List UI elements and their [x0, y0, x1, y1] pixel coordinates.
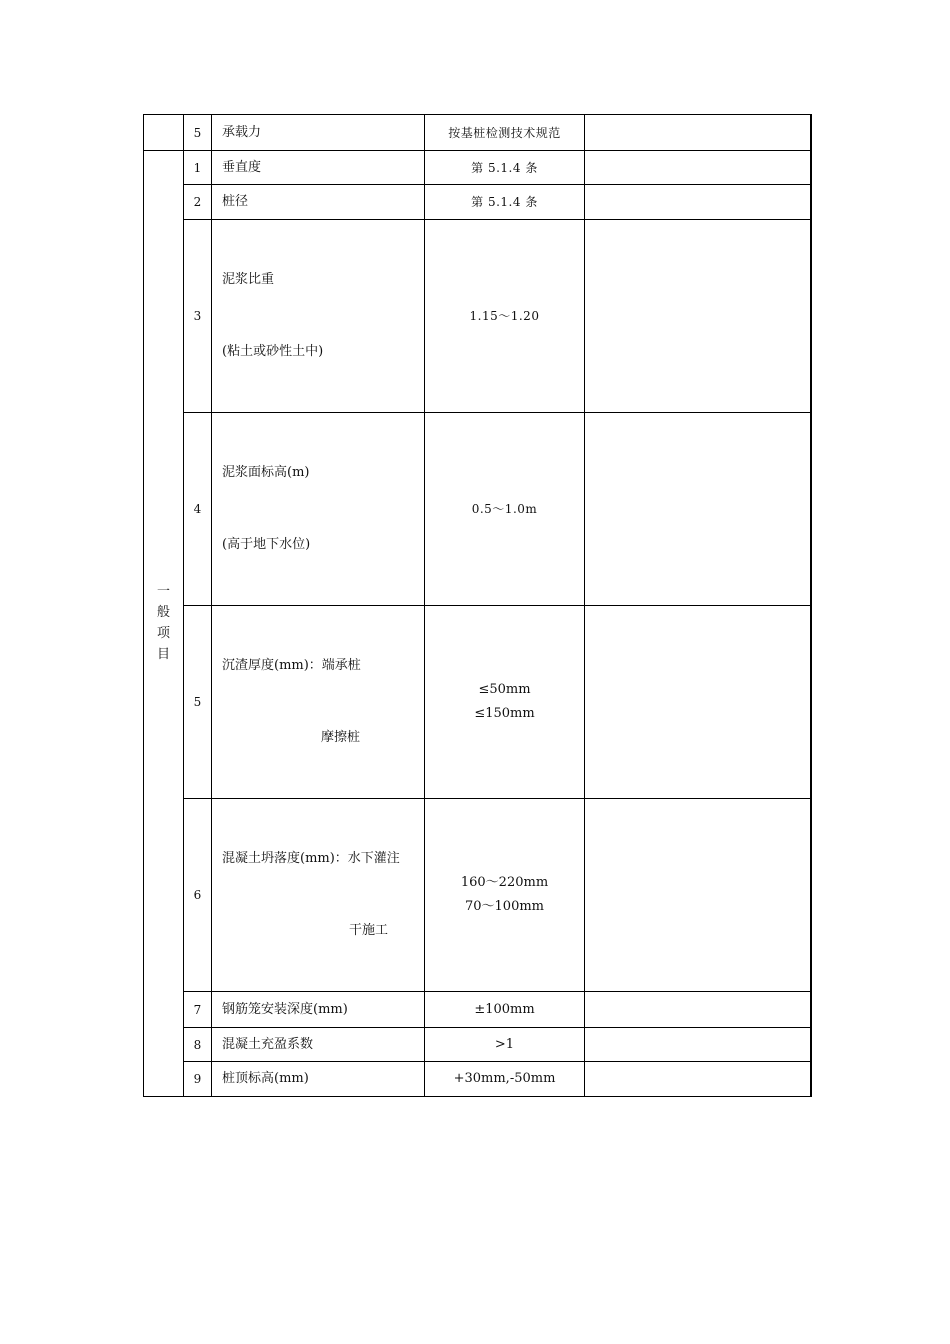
standard-line1: ≤50mm: [478, 682, 531, 697]
standard-value: ±100mm: [425, 992, 585, 1028]
item-name: 桩顶标高(mm): [212, 1062, 425, 1097]
result-cell: [585, 799, 811, 992]
item-name: 钢筋笼安装深度(mm): [212, 992, 425, 1028]
table-row: [144, 115, 811, 151]
item-name: [212, 799, 425, 992]
item-name: [212, 220, 425, 413]
standard-value: 第 5.1.4 条: [425, 185, 585, 220]
row-number: 5: [184, 115, 212, 151]
table-row: [144, 799, 811, 992]
item-name: 混凝土充盈系数: [212, 1028, 425, 1062]
table-row: [144, 151, 811, 185]
standard-value: +30mm,-50mm: [425, 1062, 585, 1097]
category-cell-empty: [144, 115, 184, 151]
item-name-line2: 摩擦桩: [321, 730, 361, 745]
result-cell: [585, 413, 811, 606]
item-name-line1: 泥浆面标高(m): [222, 465, 310, 480]
table-row: [144, 413, 811, 606]
standard-line1: 160～220mm: [460, 875, 549, 890]
standard-line2: ≤150mm: [474, 706, 535, 721]
table-row: [144, 1028, 811, 1062]
row-number: 8: [184, 1028, 212, 1062]
item-name: [212, 606, 425, 799]
row-number: 3: [184, 220, 212, 413]
table-row: [144, 220, 811, 413]
table-row: [144, 992, 811, 1028]
standard-value: 按基桩检测技术规范: [425, 115, 585, 151]
result-cell: [585, 185, 811, 220]
item-name: 垂直度: [212, 151, 425, 185]
item-name-line1: 沉渣厚度(mm)：端承桩: [222, 658, 361, 673]
item-name: 桩径: [212, 185, 425, 220]
category-label: 一般项目: [156, 583, 170, 662]
result-cell: [585, 606, 811, 799]
result-cell: [585, 992, 811, 1028]
item-name: [212, 413, 425, 606]
table-row: [144, 606, 811, 799]
item-name-line2: (高于地下水位): [222, 537, 311, 552]
item-name-line1: 混凝土坍落度(mm)：水下灌注: [222, 851, 400, 866]
category-cell-general: [144, 151, 184, 1097]
standard-value: 0.5～1.0m: [425, 413, 585, 606]
row-number: 5: [184, 606, 212, 799]
row-number: 4: [184, 413, 212, 606]
row-number: 9: [184, 1062, 212, 1097]
standard-line2: 70～100mm: [464, 899, 544, 914]
item-name-line2: 干施工: [349, 923, 389, 938]
table-row: [144, 1062, 811, 1097]
inspection-table: [143, 114, 812, 1097]
row-number: 6: [184, 799, 212, 992]
item-name-line2: (粘土或砂性土中): [222, 344, 324, 359]
standard-value: >1: [425, 1028, 585, 1062]
item-name-line1: 泥浆比重: [222, 272, 275, 287]
result-cell: [585, 220, 811, 413]
result-cell: [585, 1028, 811, 1062]
row-number: 1: [184, 151, 212, 185]
standard-value: 第 5.1.4 条: [425, 151, 585, 185]
row-number: 2: [184, 185, 212, 220]
standard-value: [425, 606, 585, 799]
item-name: 承载力: [212, 115, 425, 151]
result-cell: [585, 1062, 811, 1097]
standard-value: 1.15～1.20: [425, 220, 585, 413]
result-cell: [585, 115, 811, 151]
row-number: 7: [184, 992, 212, 1028]
table-row: [144, 185, 811, 220]
result-cell: [585, 151, 811, 185]
standard-value: [425, 799, 585, 992]
